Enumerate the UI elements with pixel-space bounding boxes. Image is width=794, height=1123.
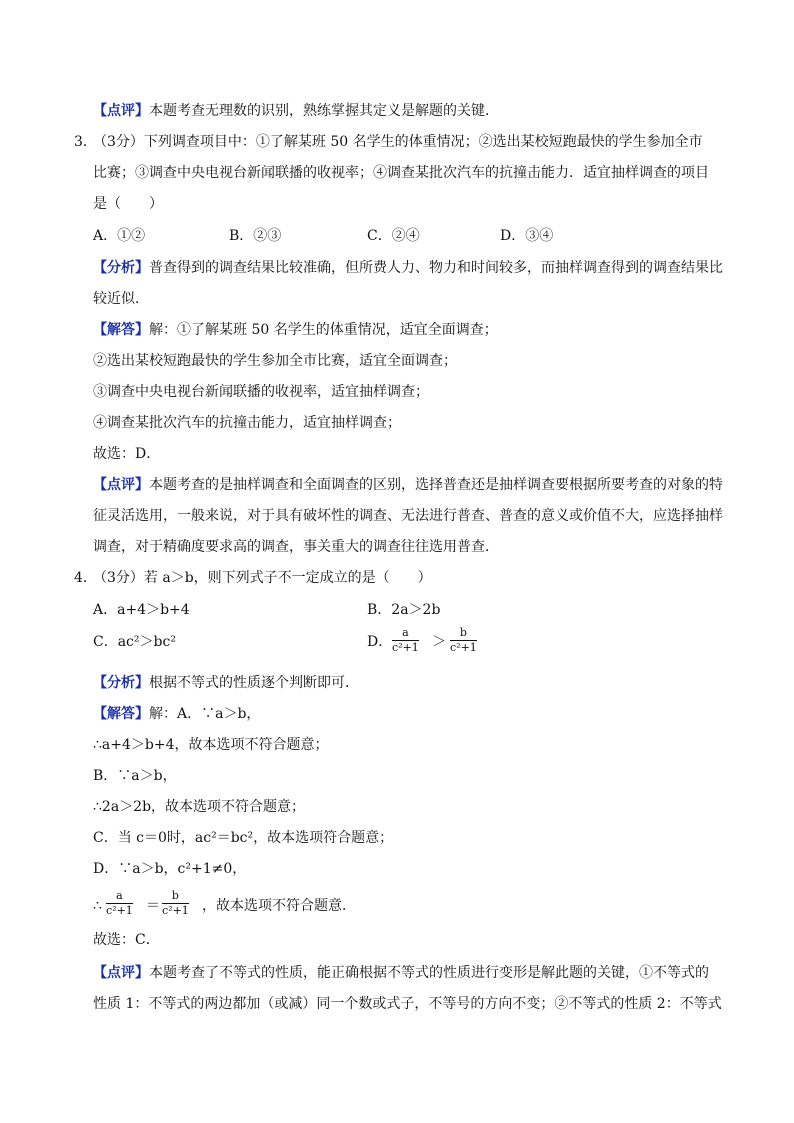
option-d: D．③④ [500, 228, 554, 244]
fraction-b [450, 626, 477, 655]
fraction-numerator: b [162, 889, 189, 904]
answer-text: ∴a+4＞b+4，故本选项不符合题意； [93, 737, 329, 753]
option-d: D． [367, 634, 393, 650]
answer-tag: 【解答】 [93, 706, 149, 722]
option-b: B．②③ [229, 228, 282, 244]
question-number: 3． [74, 134, 97, 150]
review-tag: 【点评】 [93, 965, 149, 981]
question-text: （3分）若 a＞b，则下列式子不一定成立的是（ ） [93, 570, 432, 586]
equals-sign: ＝ [146, 898, 160, 914]
answer-text: 故选：D． [93, 446, 161, 462]
analysis-text: 普查得到的调查结果比较准确，但所费人力、物力和时间较多，而抽样调查得到的调查结果比 [149, 260, 723, 276]
answer-text: ∴2a＞2b，故本选项不符合题意； [93, 799, 306, 815]
greater-than-sign: ＞ [432, 634, 446, 650]
review-text: 性质 1：不等式的两边都加（或减）同一个数或式子，不等号的方向不变；②不等式的性质 2：不等式 [93, 996, 722, 1012]
fraction-denominator: c²+1 [392, 641, 419, 654]
answer-line [93, 320, 498, 340]
analysis-tag: 【分析】 [93, 675, 149, 691]
fraction-b [162, 889, 189, 918]
answer-text: 解：A．∵a＞b， [149, 706, 261, 722]
answer-text: 解：①了解某班 50 名学生的体重情况，适宜全面调查； [149, 322, 498, 338]
fraction-a [106, 889, 133, 918]
fraction-denominator: c²+1 [106, 904, 133, 917]
option-a: A．a+4＞b+4 [93, 602, 190, 618]
review-line [93, 101, 499, 121]
answer-line [93, 704, 260, 724]
fraction-denominator: c²+1 [162, 904, 189, 917]
answer-text: C．当 c＝0时，ac²＝bc²，故本选项符合题意； [93, 830, 394, 846]
review-line [93, 475, 723, 495]
analysis-text: 根据不等式的性质逐个判断即可． [149, 675, 359, 691]
answer-text: ，故本选项不符合题意． [202, 898, 356, 914]
review-text: 本题考查了不等式的性质，能正确根据不等式的性质进行变形是解此题的关键，①不等式的 [149, 965, 709, 981]
answer-text: D．∵a＞b，c²+1≠0， [93, 861, 247, 877]
option-c: C．②④ [367, 228, 420, 244]
answer-text: ④调查某批次汽车的抗撞击能力，适宜抽样调查； [93, 415, 401, 431]
therefore-sign: ∴ [93, 898, 102, 914]
fraction-numerator: b [450, 626, 477, 641]
review-text: 本题考查无理数的识别，熟练掌握其定义是解题的关键． [149, 103, 499, 119]
answer-text: 故选：C． [93, 932, 160, 948]
analysis-line [93, 258, 723, 278]
review-tag: 【点评】 [93, 477, 149, 493]
review-tag: 【点评】 [93, 103, 149, 119]
fraction-a [392, 626, 419, 655]
answer-tag: 【解答】 [93, 322, 149, 338]
option-a: A．①② [93, 228, 146, 244]
question-text: （3分）下列调查项目中：①了解某班 50 名学生的体重情况；②选出某校短跑最快的学生参加全市 [93, 134, 703, 150]
analysis-line [93, 673, 359, 693]
analysis-text: 较近似． [93, 291, 149, 307]
question-text: 比赛；③调查中央电视台新闻联播的收视率；④调查某批次汽车的抗撞击能力．适宜抽样调查的项目 [93, 165, 709, 181]
answer-text: ②选出某校短跑最快的学生参加全市比赛，适宜全面调查； [93, 353, 457, 369]
question-number: 4． [74, 570, 97, 586]
review-text: 征灵活选用，一般来说，对于具有破坏性的调查、无法进行普查、普查的意义或价值不大，应选择抽样 [93, 508, 723, 524]
review-text: 本题考查的是抽样调查和全面调查的区别，选择普查还是抽样调查要根据所要考查的对象的特 [149, 477, 723, 493]
review-line [93, 963, 709, 983]
fraction-numerator: a [106, 889, 133, 904]
fraction-numerator: a [392, 626, 419, 641]
analysis-tag: 【分析】 [93, 260, 149, 276]
option-b: B．2a＞2b [367, 602, 441, 618]
fraction-denominator: c²+1 [450, 641, 477, 654]
question-text: 是（ ） [93, 196, 163, 212]
answer-text: ③调查中央电视台新闻联播的收视率，适宜抽样调查； [93, 384, 429, 400]
option-c: C．ac²＞bc² [93, 634, 176, 650]
review-text: 调查，对于精确度要求高的调查，事关重大的调查往往选用普查． [93, 539, 499, 555]
answer-text: B．∵a＞b， [93, 768, 177, 784]
